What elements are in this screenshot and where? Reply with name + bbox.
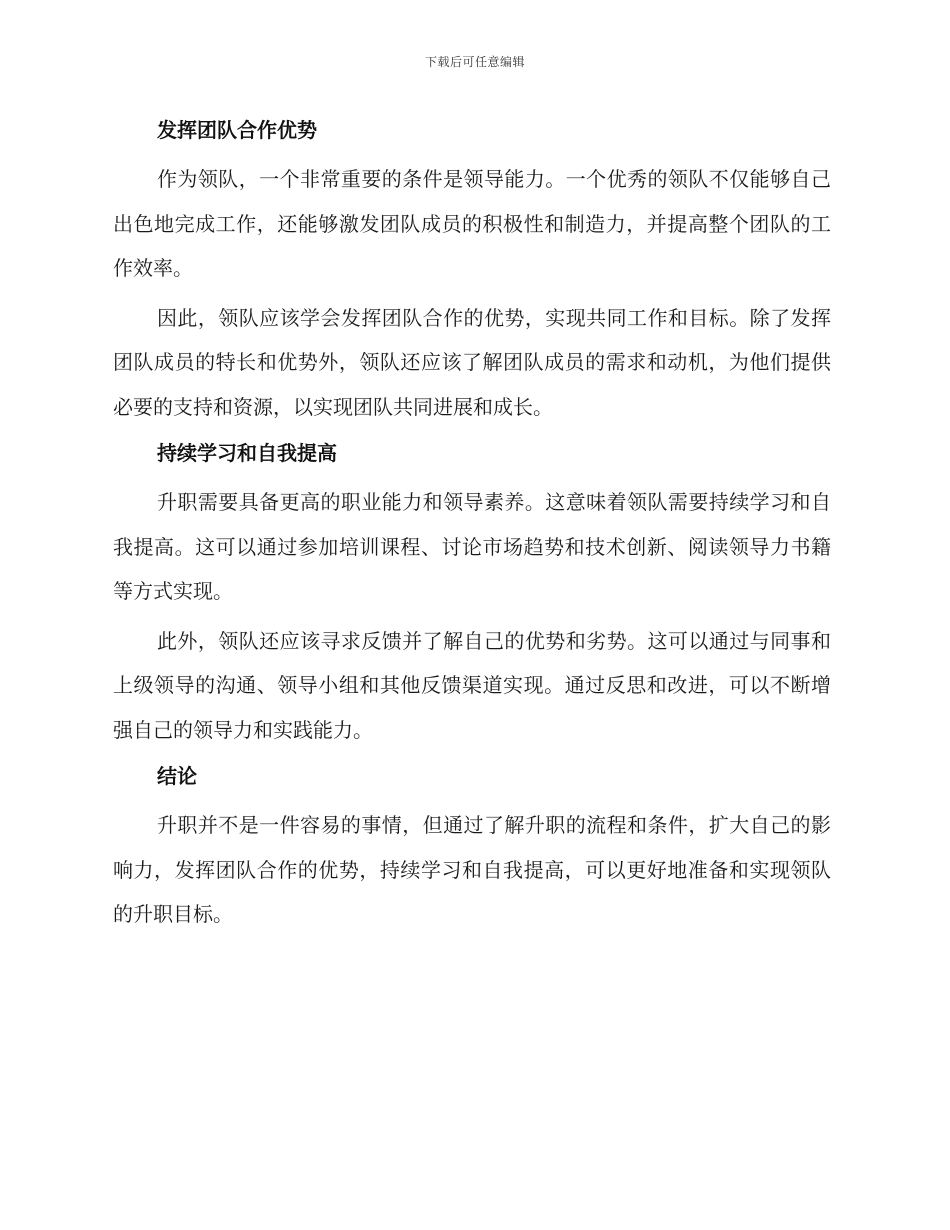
section-teamwork [113, 112, 831, 429]
section-heading: 发挥团队合作优势 [157, 118, 317, 142]
section-heading: 结论 [157, 764, 197, 788]
paragraph: 此外，领队还应该寻求反馈并了解自己的优势和劣势。这可以通过与同事和上级领导的沟通、领导小组和其他反馈渠道实现。通过反思和改进，可以不断增强自己的领导力和实践能力。 [113, 628, 831, 742]
section-heading: 持续学习和自我提高 [157, 441, 337, 465]
paragraph: 作为领队，一个非常重要的条件是领导能力。一个优秀的领队不仅能够自己出色地完成工作，还能够激发团队成员的积极性和制造力，并提高整个团队的工作效率。 [113, 167, 831, 280]
section-conclusion [113, 758, 831, 937]
page-header: 下载后可任意编辑 [424, 55, 525, 69]
section-continuous-learning [113, 435, 831, 752]
document-body [113, 112, 831, 942]
paragraph: 升职并不是一件容易的事情，但通过了解升职的流程和条件，扩大自己的影响力，发挥团队合作的优势，持续学习和自我提高，可以更好地准备和实现领队的升职目标。 [113, 813, 831, 926]
paragraph: 因此，领队应该学会发挥团队合作的优势，实现共同工作和目标。除了发挥团队成员的特长和优势外，领队还应该了解团队成员的需求和动机，为他们提供必要的支持和资源，以实现团队共同进展和成长。 [113, 305, 831, 419]
paragraph: 升职需要具备更高的职业能力和领导素养。这意味着领队需要持续学习和自我提高。这可以通过参加培训课程、讨论市场趋势和技术创新、阅读领导力书籍等方式实现。 [113, 490, 831, 603]
